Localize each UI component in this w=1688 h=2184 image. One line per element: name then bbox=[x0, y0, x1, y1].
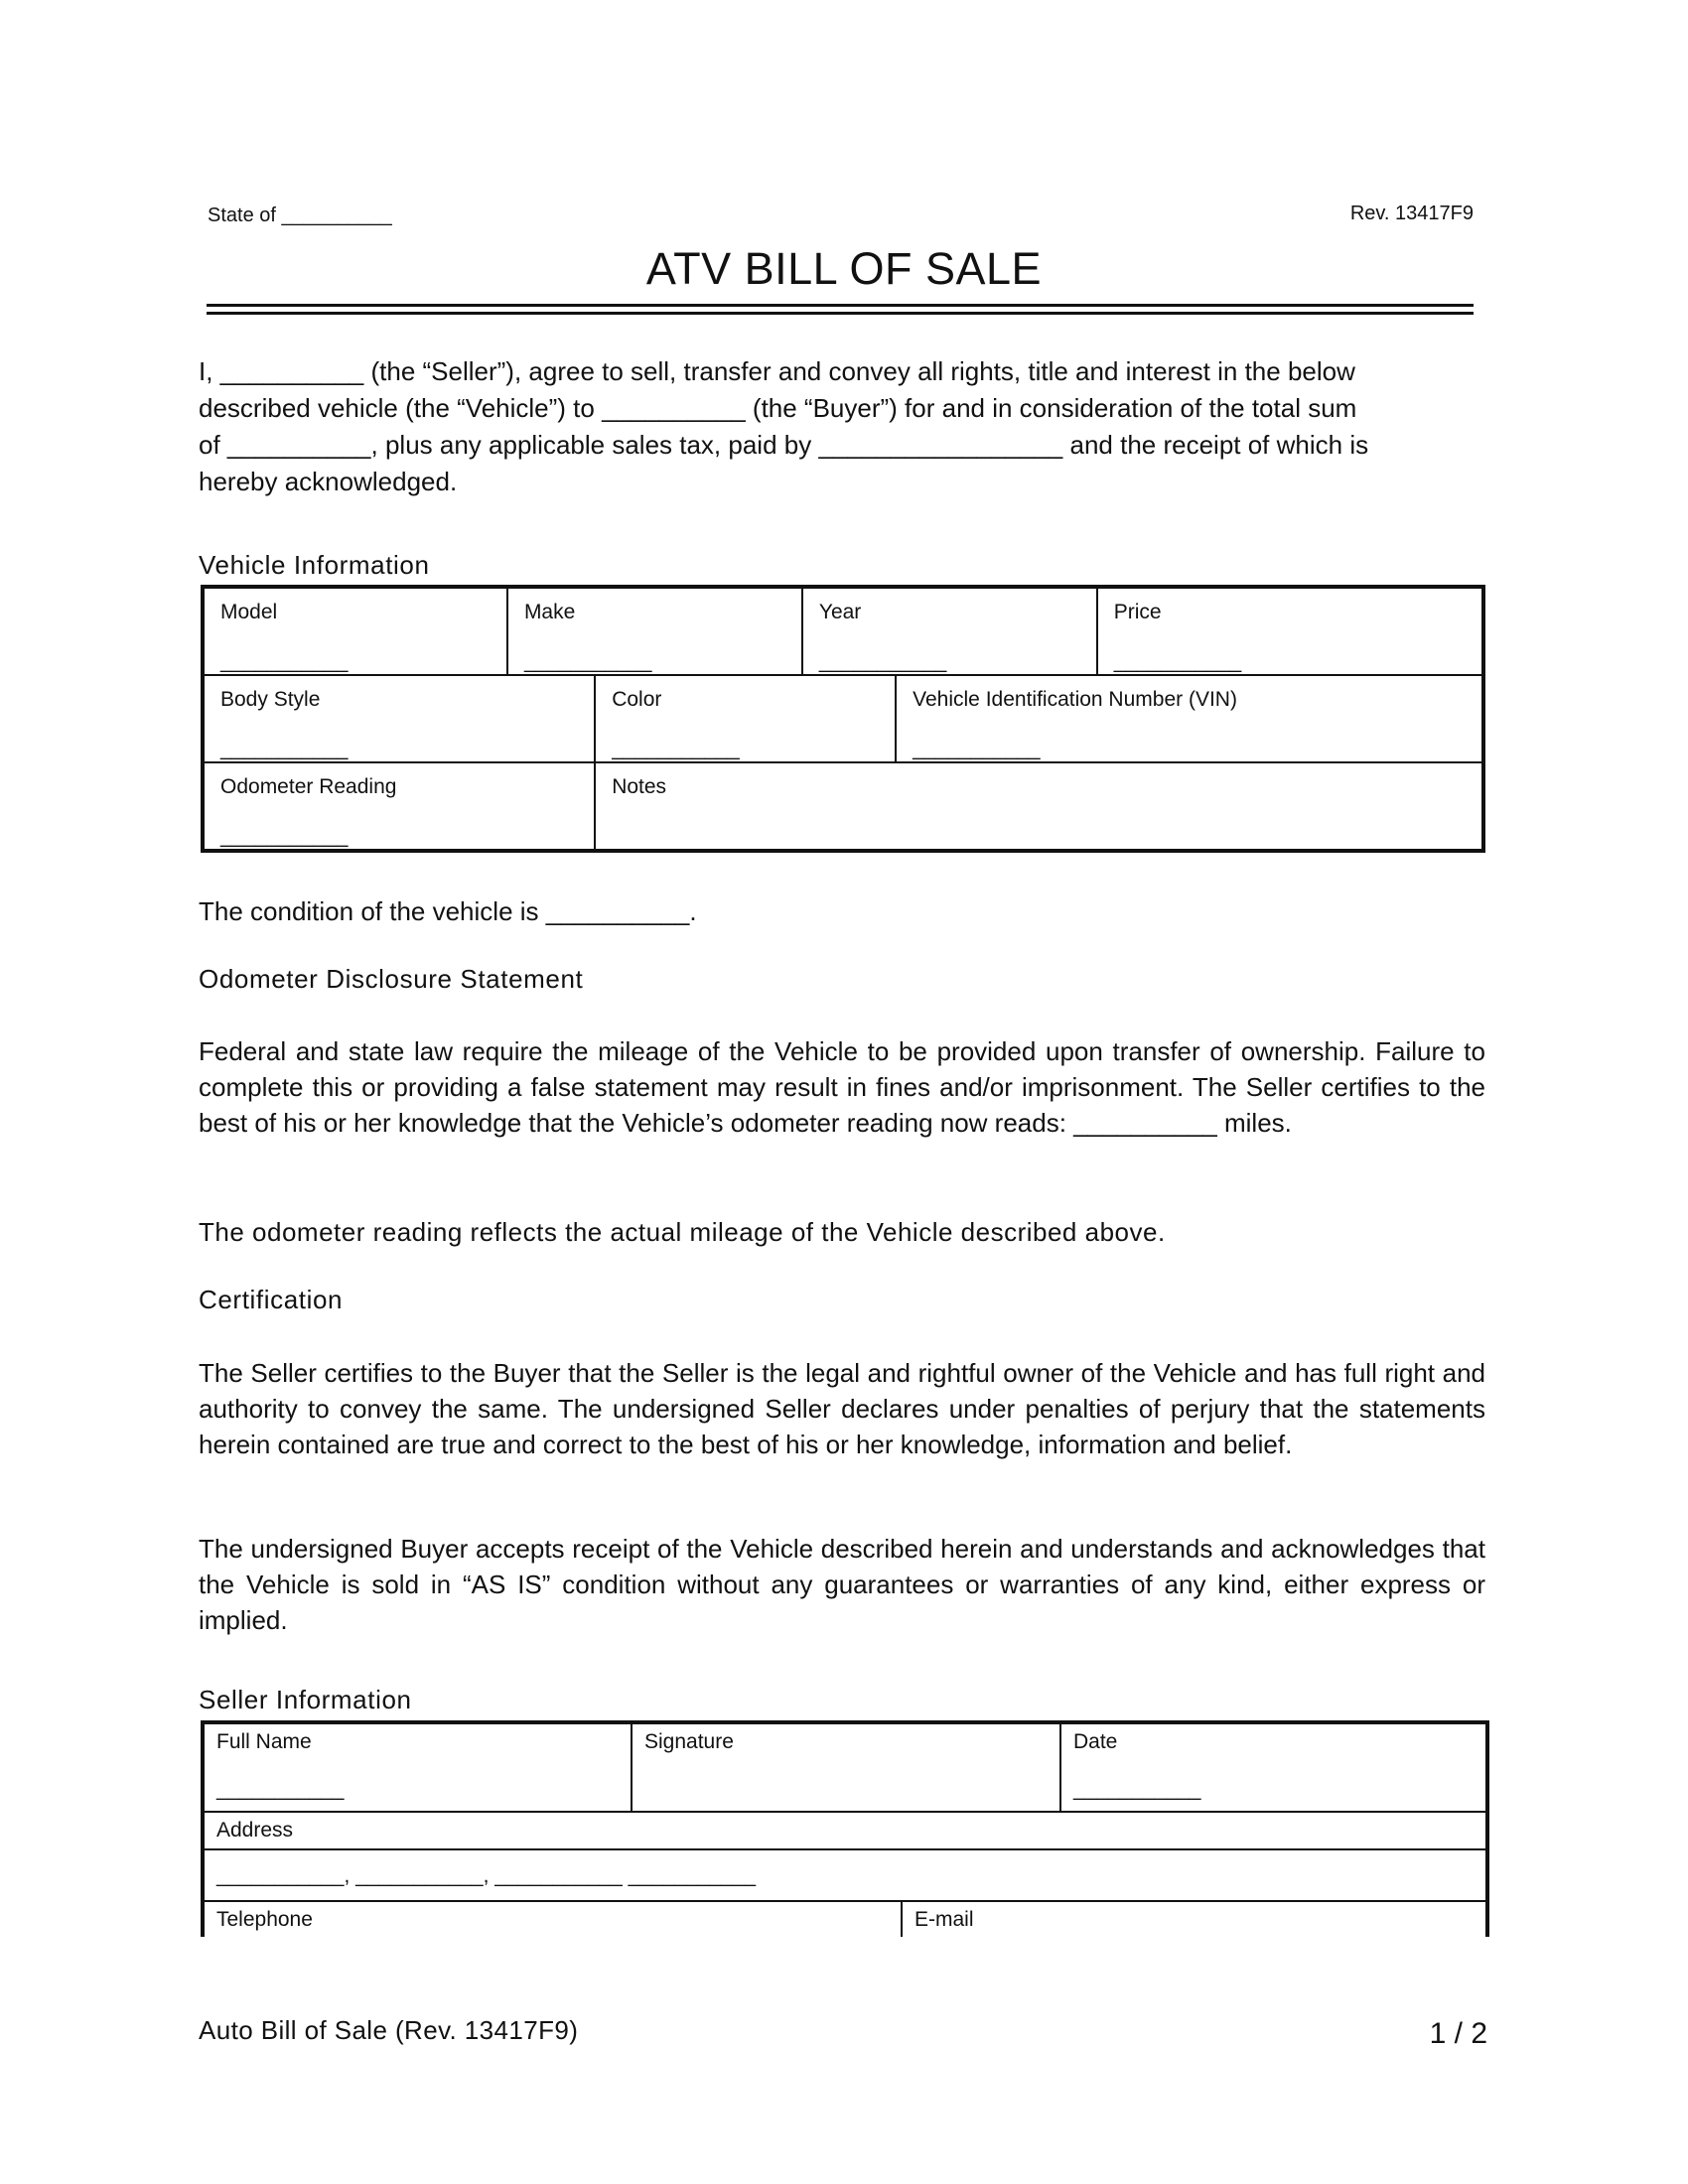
model-label: Model bbox=[220, 601, 278, 623]
body-style-cell[interactable] bbox=[203, 675, 595, 762]
color-blank: ___________ bbox=[612, 738, 740, 760]
vin-label: Vehicle Identification Number (VIN) bbox=[913, 688, 1237, 711]
color-label: Color bbox=[612, 688, 662, 711]
intro-line-3: of __________, plus any applicable sales tax, paid by _________________ and the receipt of which is bbox=[199, 430, 1369, 460]
year-cell[interactable] bbox=[802, 587, 1097, 675]
vehicle-info-heading: Vehicle Information bbox=[199, 550, 430, 580]
state-line: State of __________ bbox=[208, 205, 392, 226]
seller-info-table bbox=[201, 1720, 1489, 1937]
color-cell[interactable] bbox=[595, 675, 896, 762]
condition-line: The condition of the vehicle is __________. bbox=[199, 896, 697, 926]
odometer-cell[interactable] bbox=[203, 762, 595, 851]
price-cell[interactable] bbox=[1097, 587, 1483, 675]
footer-document-name: Auto Bill of Sale (Rev. 13417F9) bbox=[199, 2015, 579, 2045]
intro-line-4: hereby acknowledged. bbox=[199, 467, 458, 496]
revision-number: Rev. 13417F9 bbox=[1349, 203, 1474, 224]
date-label: Date bbox=[1073, 1730, 1118, 1753]
full-name-cell[interactable] bbox=[203, 1722, 632, 1812]
date-blank: ___________ bbox=[1073, 1778, 1201, 1801]
odometer-label: Odometer Reading bbox=[220, 775, 397, 798]
body-style-blank: ___________ bbox=[220, 738, 349, 760]
address-label: Address bbox=[216, 1819, 294, 1842]
title-rule-top bbox=[207, 304, 1474, 307]
title-rule-bottom bbox=[207, 312, 1474, 315]
intro-paragraph bbox=[199, 353, 1485, 500]
body-style-label: Body Style bbox=[220, 688, 321, 711]
odometer-actual-statement: The odometer reading reflects the actual mileage of the Vehicle described above. bbox=[199, 1217, 1166, 1247]
vin-blank: ___________ bbox=[913, 738, 1041, 760]
certification-heading: Certification bbox=[199, 1285, 344, 1314]
telephone-label: Telephone bbox=[216, 1908, 313, 1931]
price-label: Price bbox=[1113, 601, 1162, 623]
date-cell[interactable] bbox=[1060, 1722, 1487, 1812]
model-blank: ___________ bbox=[220, 650, 349, 673]
email-cell[interactable] bbox=[902, 1901, 1487, 1937]
full-name-label: Full Name bbox=[216, 1730, 312, 1753]
intro-line-2: described vehicle (the “Vehicle”) to __________ (the “Buyer”) for and in consideration of the total sum bbox=[199, 393, 1357, 423]
buyer-acceptance-paragraph: The undersigned Buyer accepts receipt of the Vehicle described herein and understands and acknowledges that the Vehicle is sold in “AS IS” condition without any guarantees or warranties of any kind, either express or implied. bbox=[199, 1534, 1485, 1635]
address-label-cell bbox=[203, 1812, 1487, 1849]
page-number: 1 / 2 bbox=[1429, 2017, 1487, 2050]
notes-cell[interactable] bbox=[595, 762, 1483, 851]
vehicle-info-table bbox=[201, 585, 1485, 853]
price-blank: ___________ bbox=[1113, 650, 1242, 673]
vin-cell[interactable] bbox=[896, 675, 1483, 762]
odometer-disclosure-heading: Odometer Disclosure Statement bbox=[199, 964, 584, 994]
notes-label: Notes bbox=[612, 775, 667, 798]
model-cell[interactable] bbox=[203, 587, 507, 675]
make-blank: ___________ bbox=[523, 650, 652, 673]
telephone-cell[interactable] bbox=[203, 1901, 902, 1937]
address-blanks: ___________, ___________, ___________ ___________ bbox=[216, 1864, 757, 1887]
address-cell[interactable] bbox=[203, 1849, 1487, 1901]
intro-line-1: I, __________ (the “Seller”), agree to sell, transfer and convey all rights, title and interest in the below bbox=[199, 356, 1355, 386]
seller-info-heading: Seller Information bbox=[199, 1685, 412, 1714]
odometer-disclosure-body: Federal and state law require the mileage of the Vehicle to be provided upon transfer of ownership. Failure to complete this or providing a false statement may result in fines and/or imprisonment. The Seller certifies to the best of his or her knowledge that the Vehicle’s odometer reading now reads: __________ miles. bbox=[199, 1036, 1485, 1138]
make-cell[interactable] bbox=[507, 587, 802, 675]
email-label: E-mail bbox=[914, 1908, 974, 1931]
signature-cell[interactable] bbox=[632, 1722, 1060, 1812]
odometer-blank: ___________ bbox=[220, 825, 349, 848]
seller-certification-paragraph: The Seller certifies to the Buyer that the Seller is the legal and rightful owner of the Vehicle and has full right and authority to convey the same. The undersigned Seller declares under penalties of perjury that the statements herein contained are true and correct to the best of his or her knowledge, information and belief. bbox=[199, 1358, 1485, 1459]
year-label: Year bbox=[818, 601, 862, 623]
make-label: Make bbox=[523, 601, 576, 623]
document-title: ATV BILL OF SALE bbox=[645, 243, 1043, 294]
year-blank: ___________ bbox=[818, 650, 947, 673]
full-name-blank: ___________ bbox=[216, 1778, 345, 1801]
signature-label: Signature bbox=[644, 1730, 734, 1753]
